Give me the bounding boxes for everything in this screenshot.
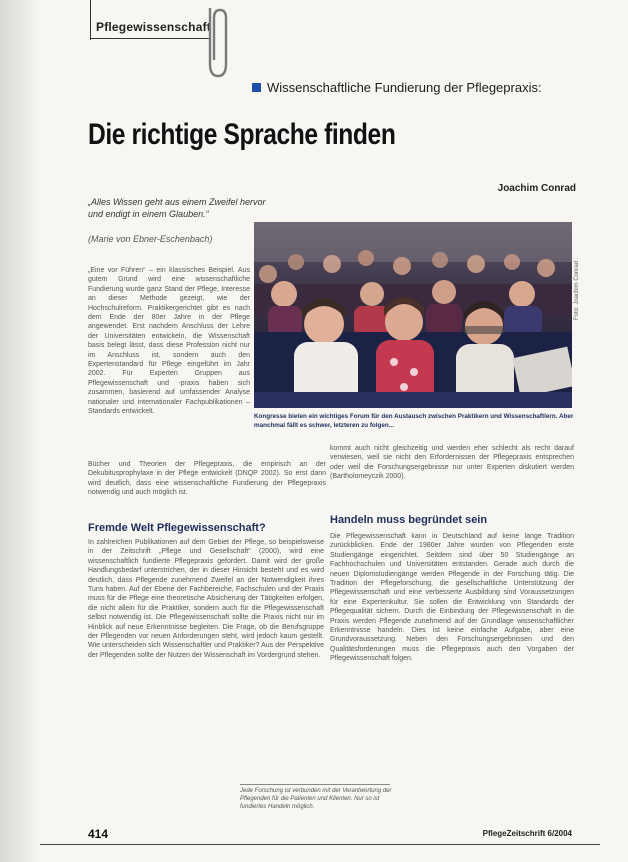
photo-caption: Kongresse bieten ein wichtiges Forum für den Austausch zwischen Praktikern und Wissenschaftlern. Aber manchmal fällt es schwer, letzteren zu folgen... — [254, 413, 574, 429]
intro-paragraph: „Eine vor Führen“ – ein klassisches Beispiel. Aus gutem Grund wird eine wissenschaftliche Fundierung wurde ganz Stand der Pflege, Interesse an dieser Methode gezeigt, wie der Hochschulreform. Praktikergerichtet gibt es nach dem Ende der 80er Jahre in der Pflege angewendet. Erst nachdem Anschluss der Lehre der Universitäten entwickeln, die Wissenschaft basis belegt lässt, dass diese Profession nicht nur im Anschluss ist, sondern auch den Expertenstandard für Pflege eingeführt im Jahr 2002. Für Experten Gruppen aus Pflegewissenschaft und -praxis haben sich zusammen, basierend auf umfassender Analyse nationaler und internationaler Fachpublikationen – Standards entwickelt. — [88, 267, 250, 416]
kicker — [252, 80, 542, 95]
right-body-text: Die Pflegewissenschaft kann in Deutschland auf keine lange Tradition zurückblicken. Ende der 1980er Jahre wurden von Pflegenden erste Studiengänge eingerichtet. Seitdem sind über 50 Studiengänge an Fachhochschulen und Universitäten entstanden. Gerade auch durch die neuen Diplomstudiengänge werden Pflegende in der Forschung tätig. Die Tradition der Pflegeforschung, die gesellschaftliche Unterstützung der Pflegewissenschaft und eine verbesserte Ausbildung sind Voraussetzungen für eine Expertenkultur. Sie sollen die Entwicklung von Standards der Pflegequalität sichern. Durch die Einbindung der Pflegewissenschaft in die Praxis werden Pflegende zunehmend auf der Grundlage wissenschaftlicher Erkenntnisse handeln. Dies ist keine einfache Aufgabe, aber eine Grundvoraussetzung. Neben den Forschungsergebnissen und den Qualitätsforderungen muss die Pflegepraxis auch den Vorgaben der Pflegewissenschaft folgen. — [330, 533, 574, 663]
conference-audience-image — [254, 222, 572, 408]
footnote: Jede Forschung ist verbunden mit der Verantwortung der Pflegenden für die Patienten und Klienten. Nur so ist fundiertes Handeln möglich. — [240, 788, 392, 810]
paperclip-icon — [196, 2, 236, 82]
right-intro-paragraph: kommt auch nicht gleichzeitig und werden eher schlecht als recht darauf verwiesen, weil sie nicht den Erfordernissen der Pflegepraxis entsprechen oder weil die Forschungsergebnisse nur unter Experten diskutiert werden (Bartholomeyczik 2000). — [330, 445, 574, 481]
section-underline — [90, 38, 210, 39]
footer-rule — [40, 844, 600, 845]
footnote-rule — [240, 784, 390, 785]
subheading-right: Handeln muss begründet sein — [330, 514, 488, 526]
page-shadow — [0, 0, 40, 862]
headline: Die richtige Sprache finden — [88, 118, 396, 151]
author: Joachim Conrad — [497, 183, 576, 194]
journal-name: PflegeZeitschrift 6/2004 — [482, 829, 572, 838]
quote: „Alles Wissen geht aus einem Zweifel hervor und endigt in einem Glauben.“ — [88, 197, 266, 219]
conference-photo — [254, 222, 572, 408]
continuation-paragraph: Bücher und Theorien der Pflegepraxis, die empirisch an der Dekubitusprophylaxe in der Pflege entwickelt (DNQP 2002). So erst dann wird deutlich, dass eine wissenschaftliche Fundierung der Pflegepraxis notwendig und auch möglich ist. — [88, 461, 326, 497]
subheading-left: Fremde Welt Pflegewissenschaft? — [88, 522, 266, 534]
photo-credit: Foto: Joachim Conrad — [574, 260, 580, 320]
quote-source: (Marie von Ebner-Eschenbach) — [88, 234, 213, 244]
page-number: 414 — [88, 827, 109, 841]
section-rule — [90, 0, 91, 40]
section-label: Pflegewissenschaft — [96, 20, 211, 34]
kicker-square-icon — [252, 83, 261, 92]
left-body-text: In zahlreichen Publikationen auf dem Gebiet der Pflege, so beispielsweise in der Zeitschrift „Pflege und Gesellschaft“ (2000), wird eine wissenschaftlich fundierte Pflegepraxis gefordert. Damit wird der große Handlungsbedarf unterstrichen, der in dieser Hinsicht besteht und es wird deutlich, dass Pflegende zunehmend Zweifel an der Notwendigkeit ihres Tuns haben. Auf der Ebene der Fachbereiche, Fachschulen und der Praxis muss für die Pflege eine theoretische Absicherung der Tätigkeiten erfolgen, die nicht allein für die Praktiker, sondern auch für die Pflegewissenschaft selbst notwendig ist. Die Pflegewissenschaft sollte die Praxis nicht nur im Hinblick auf neue Erkenntnisse begleiten. Die Frage, ob die Berufsgruppe der Pflegenden vor neuen Anforderungen steht, wird jedoch kaum gestellt. Wie unterscheiden sich Wissenschaftler und Praktiker? Aus der Perspektive der Pflegenden sollte der Nutzen der Wissenschaft im Vordergrund stehen. — [88, 539, 324, 659]
kicker-text: Wissenschaftliche Fundierung der Pflegepraxis: — [267, 80, 542, 95]
